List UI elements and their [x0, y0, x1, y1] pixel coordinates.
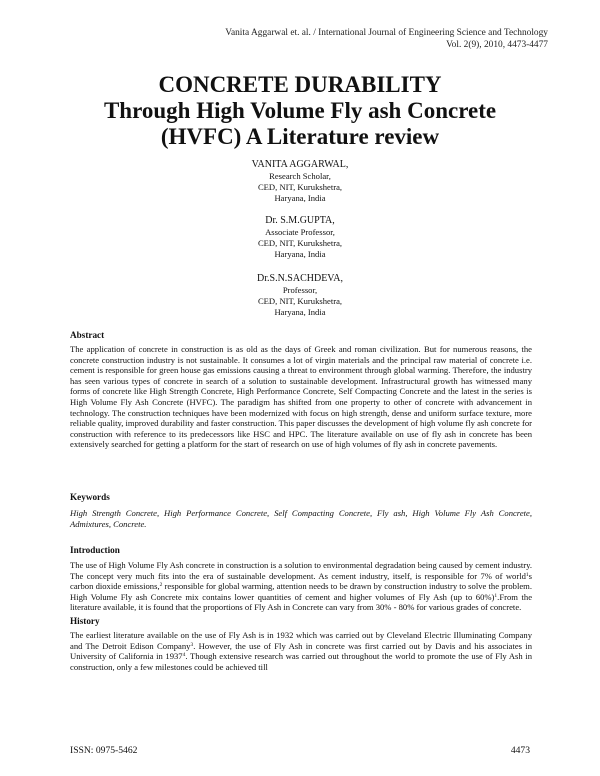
- paper-title: [0, 72, 600, 150]
- history-heading: History: [70, 616, 100, 626]
- author-block: [0, 158, 600, 204]
- author-block: [0, 214, 600, 260]
- author-role: Professor,: [282, 285, 318, 295]
- author-department: CED, NIT, Kurukshetra,: [257, 238, 343, 248]
- author-role: Research Scholar,: [269, 171, 331, 181]
- running-header: [225, 27, 548, 51]
- author-name: Dr.S.N.SACHDEVA,: [257, 273, 343, 284]
- introduction-heading: Introduction: [70, 545, 120, 555]
- title-line-2: Through High Volume Fly ash Concrete: [103, 98, 497, 123]
- author-department: CED, NIT, Kurukshetra,: [257, 296, 343, 306]
- citation-line-2: Vol. 2(9), 2010, 4473-4477: [446, 40, 548, 50]
- author-department: CED, NIT, Kurukshetra,: [257, 182, 343, 192]
- author-name: Dr. S.M.GUPTA,: [265, 215, 335, 226]
- history-text: The earliest literature available on the use of Fly Ash is in 1932 which was carried out by Cleveland Electric Illuminating Company and The Detroit Edison Company$^3$. However, the use of Fly Ash in concrete was first carried out by Davis and his associates in University of California in 1937$^4$. Though extensive research was carried out throughout the world to promote the use of Fly Ash in construction, only a few milestones could be achieved till: [70, 630, 532, 672]
- abstract-heading: Abstract: [70, 330, 105, 340]
- author-location: Haryana, India: [274, 307, 326, 317]
- keywords-heading: Keywords: [70, 492, 110, 502]
- abstract-text: The application of concrete in construction is as old as the days of Greek and roman civilization. But for numerous reasons, the concrete construction industry is not sustainable. It consumes a lot of virgin materials and the principal raw material of concrete i.e. cement is responsible for green house gas emissions causing a threat to environment through global warming. Therefore, the industry has seen various types of concrete in search of a solution to sustainable development. Infrastructural growth has witnessed many forms of concrete like High Strength Concrete, High Performance Concrete, Self Compacting Concrete and the latest in the series is High Volume Fly Ash Concrete (HVFC). The paradigm has shifted from one property to other of concrete with advancement in technology. The construction techniques have been modernized with focus on high strength, dense and uniform surface texture, more reliable quality, improved durability and faster construction. This paper discusses the development of high volume fly ash concrete for construction with reference to its predecessors like HSC and HPC. The literature available on use of fly ash in concrete has been extensively searched for getting a platform for the start of research on use of high volumes of fly ash in concrete pavements.: [70, 344, 532, 450]
- citation-ref: 1: [494, 592, 498, 599]
- footer-page-number: 4473: [510, 745, 530, 756]
- citation-ref: 3: [190, 641, 194, 648]
- citation-ref: 1: [525, 571, 529, 578]
- author-location: Haryana, India: [274, 193, 326, 203]
- title-line-1: CONCRETE DURABILITY: [158, 72, 442, 97]
- keywords-text: High Strength Concrete, High Performance Concrete, Self Compacting Concrete, Fly ash, High Volume Fly Ash Concrete, Admixtures, Concrete.: [70, 508, 532, 529]
- introduction-text: The use of High Volume Fly Ash concrete in construction is a solution to environmental degradation being caused by cement industry. The concept very much fits into the era of sustainable development. As cement industry, itself, is responsible for 7% of world$^1$s carbon dioxide emissions,$^2$ responsible for global warming, attention needs to be drawn by construction industry to solve the problem. High Volume Fly ash Concrete mix contains lower quantities of cement and higher volumes of Fly Ash (up to 60%)$^1$.From the literature available, it is found that the proportions of Fly Ash in Concrete can vary from 30% - 80% for various grades of concrete.: [70, 560, 533, 613]
- footer-issn: ISSN: 0975-5462: [70, 745, 138, 756]
- title-line-3: (HVFC) A Literature review: [160, 124, 440, 149]
- author-role: Associate Professor,: [265, 227, 335, 237]
- author-name: VANITA AGGARWAL,: [251, 159, 349, 170]
- citation-ref: 2: [159, 582, 163, 589]
- citation-line-1: Vanita Aggarwal et. al. / International Journal of Engineering Science and Technology: [225, 28, 548, 38]
- author-location: Haryana, India: [274, 249, 326, 259]
- citation-ref: 4: [182, 652, 186, 659]
- author-block: [0, 272, 600, 318]
